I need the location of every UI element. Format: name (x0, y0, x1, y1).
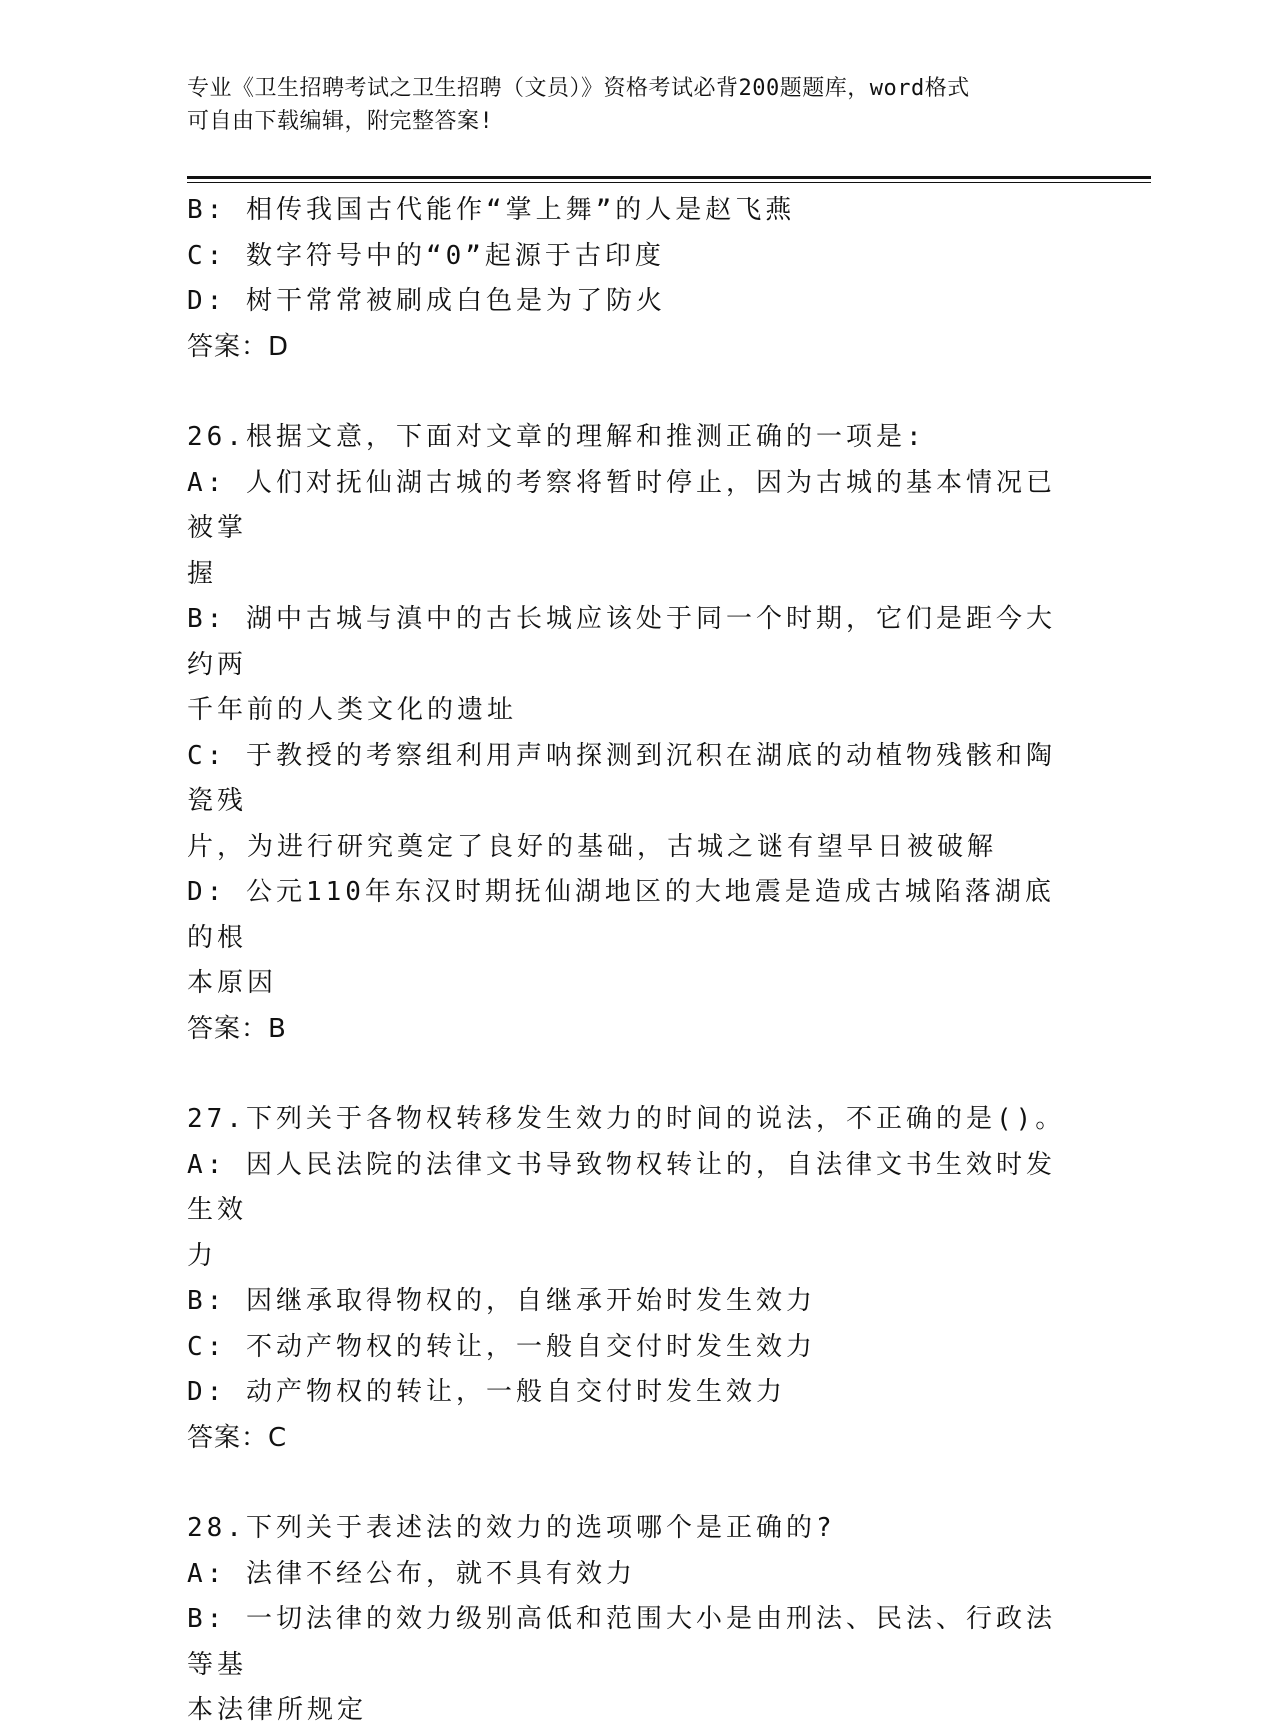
option-a-continued: 握 (187, 558, 218, 589)
option-b: B: 相传我国古代能作“掌上舞”的人是赵飞燕 (187, 195, 796, 225)
question-stem: 26.根据文意，下面对文章的理解和推测正确的一项是: (187, 422, 926, 452)
answer: 答案：B (187, 1013, 287, 1044)
option-a-continued: 力 (187, 1240, 218, 1271)
option-b: B: 一切法律的效力级别高低和范围大小是由刑法、民法、行政法等基 (187, 1604, 1056, 1680)
option-c: C: 数字符号中的“0”起源于古印度 (187, 240, 665, 271)
header-divider-thin (187, 182, 1151, 183)
spacer (187, 1461, 1077, 1506)
option-b: B: 因继承取得物权的，自继承开始时发生效力 (187, 1286, 816, 1316)
question-stem: 27.下列关于各物权转移发生效力的时间的说法，不正确的是()。 (187, 1104, 1066, 1134)
option-c: C: 于教授的考察组利用声呐探测到沉积在湖底的动植物残骸和陶瓷残 (187, 740, 1056, 816)
option-b-continued: 本法律所规定 (187, 1695, 368, 1725)
option-d: D: 公元110年东汉时期抚仙湖地区的大地震是造成古城陷落湖底的根 (187, 877, 1055, 953)
header-title-line-1: 专业《卫生招聘考试之卫生招聘（文员）》资格考试必背200题题库，word格式 (187, 76, 970, 101)
question-28 (187, 1506, 1077, 1734)
spacer (187, 1052, 1077, 1097)
question-26 (187, 415, 1077, 1052)
answer: 答案：C (187, 1422, 288, 1453)
question-stem: 28.下列关于表述法的效力的选项哪个是正确的? (187, 1513, 836, 1543)
option-d-continued: 本原因 (187, 968, 278, 998)
option-a: A: 因人民法院的法律文书导致物权转让的，自法律文书生效时发生效 (187, 1149, 1056, 1225)
header-divider-thick (187, 176, 1151, 179)
option-a: A: 法律不经公布，就不具有效力 (187, 1558, 636, 1589)
option-d: D: 动产物权的转让，一般自交付时发生效力 (187, 1377, 786, 1407)
question-list (187, 188, 1077, 1734)
question-25 (187, 188, 1077, 370)
option-c-continued: 片，为进行研究奠定了良好的基础，古城之谜有望早日被破解 (187, 831, 998, 862)
page-header (187, 72, 1067, 138)
option-b-continued: 千年前的人类文化的遗址 (187, 695, 518, 725)
option-c: C: 不动产物权的转让，一般自交付时发生效力 (187, 1331, 816, 1362)
header-title-line-2: 可自由下载编辑，附完整答案! (187, 109, 494, 134)
spacer (187, 370, 1077, 415)
answer: 答案：D (187, 331, 290, 362)
option-d: D: 树干常常被刷成白色是为了防火 (187, 286, 666, 316)
question-27 (187, 1097, 1077, 1461)
option-b: B: 湖中古城与滇中的古长城应该处于同一个时期，它们是距今大约两 (187, 604, 1056, 680)
option-a: A: 人们对抚仙湖古城的考察将暂时停止，因为古城的基本情况已被掌 (187, 467, 1056, 543)
